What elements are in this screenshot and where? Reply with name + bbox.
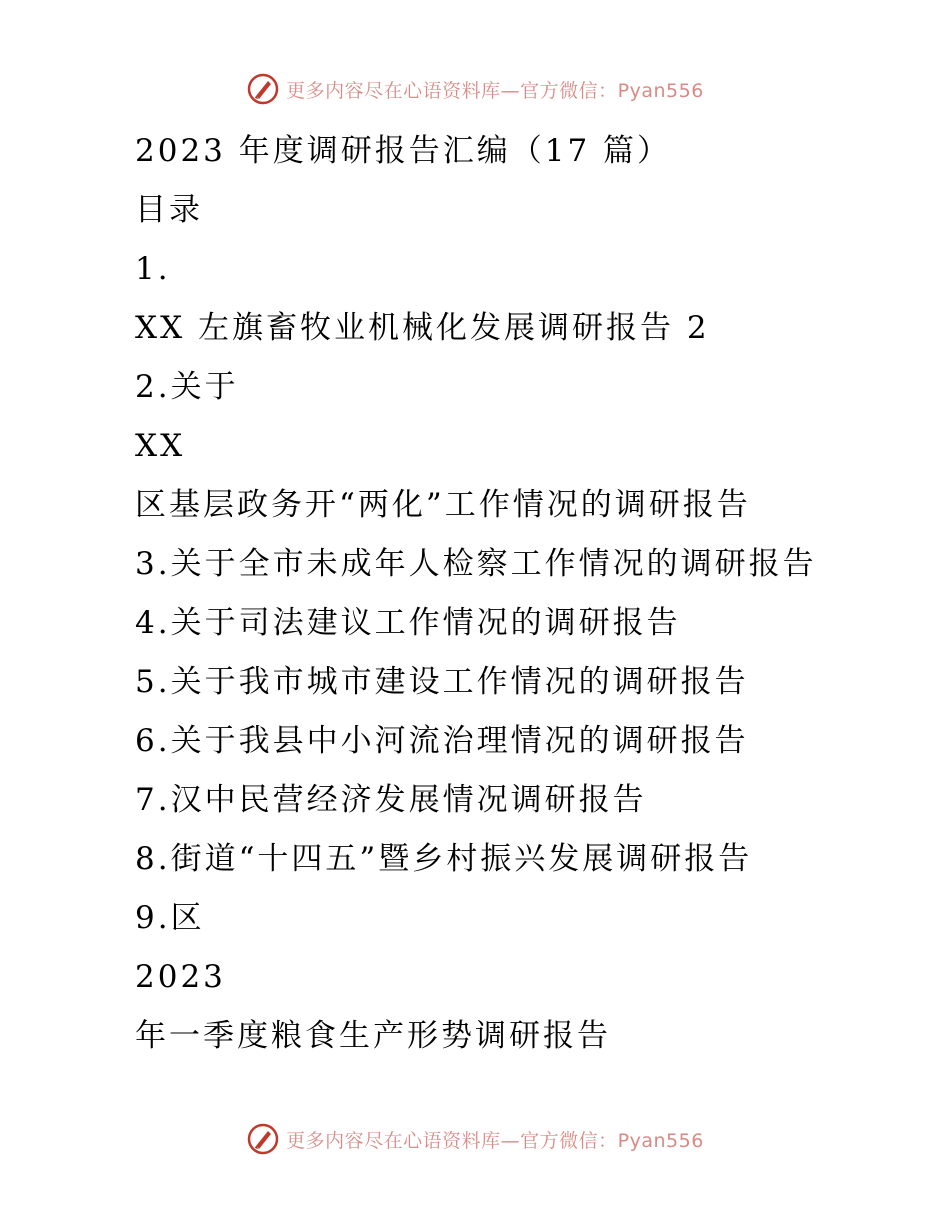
toc-heading: 目录 xyxy=(135,192,203,228)
footer-watermark xyxy=(0,1122,950,1156)
toc-line: 9.区 xyxy=(135,900,205,936)
watermark-text: 更多内容尽在心语资料库—官方微信：Pyan556 xyxy=(286,79,704,102)
toc-line: 年一季度粮食生产形势调研报告 xyxy=(135,1018,611,1054)
toc-line: 7.汉中民营经济发展情况调研报告 xyxy=(135,782,647,818)
toc-line: 1. xyxy=(135,251,171,287)
toc-line: 4.关于司法建议工作情况的调研报告 xyxy=(135,605,681,641)
toc-line: 8.街道“十四五”暨乡村振兴发展调研报告 xyxy=(135,841,753,877)
watermark-text: 更多内容尽在心语资料库—官方微信：Pyan556 xyxy=(286,1129,704,1152)
toc-line: 2023 xyxy=(135,959,226,995)
pen-seal-icon xyxy=(246,1122,280,1156)
toc-line: XX 左旗畜牧业机械化发展调研报告 2 xyxy=(135,310,710,346)
pen-seal-icon xyxy=(246,72,280,106)
document-title: 2023 年度调研报告汇编（17 篇） xyxy=(135,133,672,169)
toc-line: XX xyxy=(135,428,186,464)
header-watermark xyxy=(0,72,950,106)
toc-line: 3.关于全市未成年人检察工作情况的调研报告 xyxy=(135,546,817,582)
toc-line: 5.关于我市城市建设工作情况的调研报告 xyxy=(135,664,749,700)
toc-line: 6.关于我县中小河流治理情况的调研报告 xyxy=(135,723,749,759)
toc-line: 2.关于 xyxy=(135,369,239,405)
document-body xyxy=(135,122,935,1066)
toc-line: 区基层政务开“两化”工作情况的调研报告 xyxy=(135,487,751,523)
